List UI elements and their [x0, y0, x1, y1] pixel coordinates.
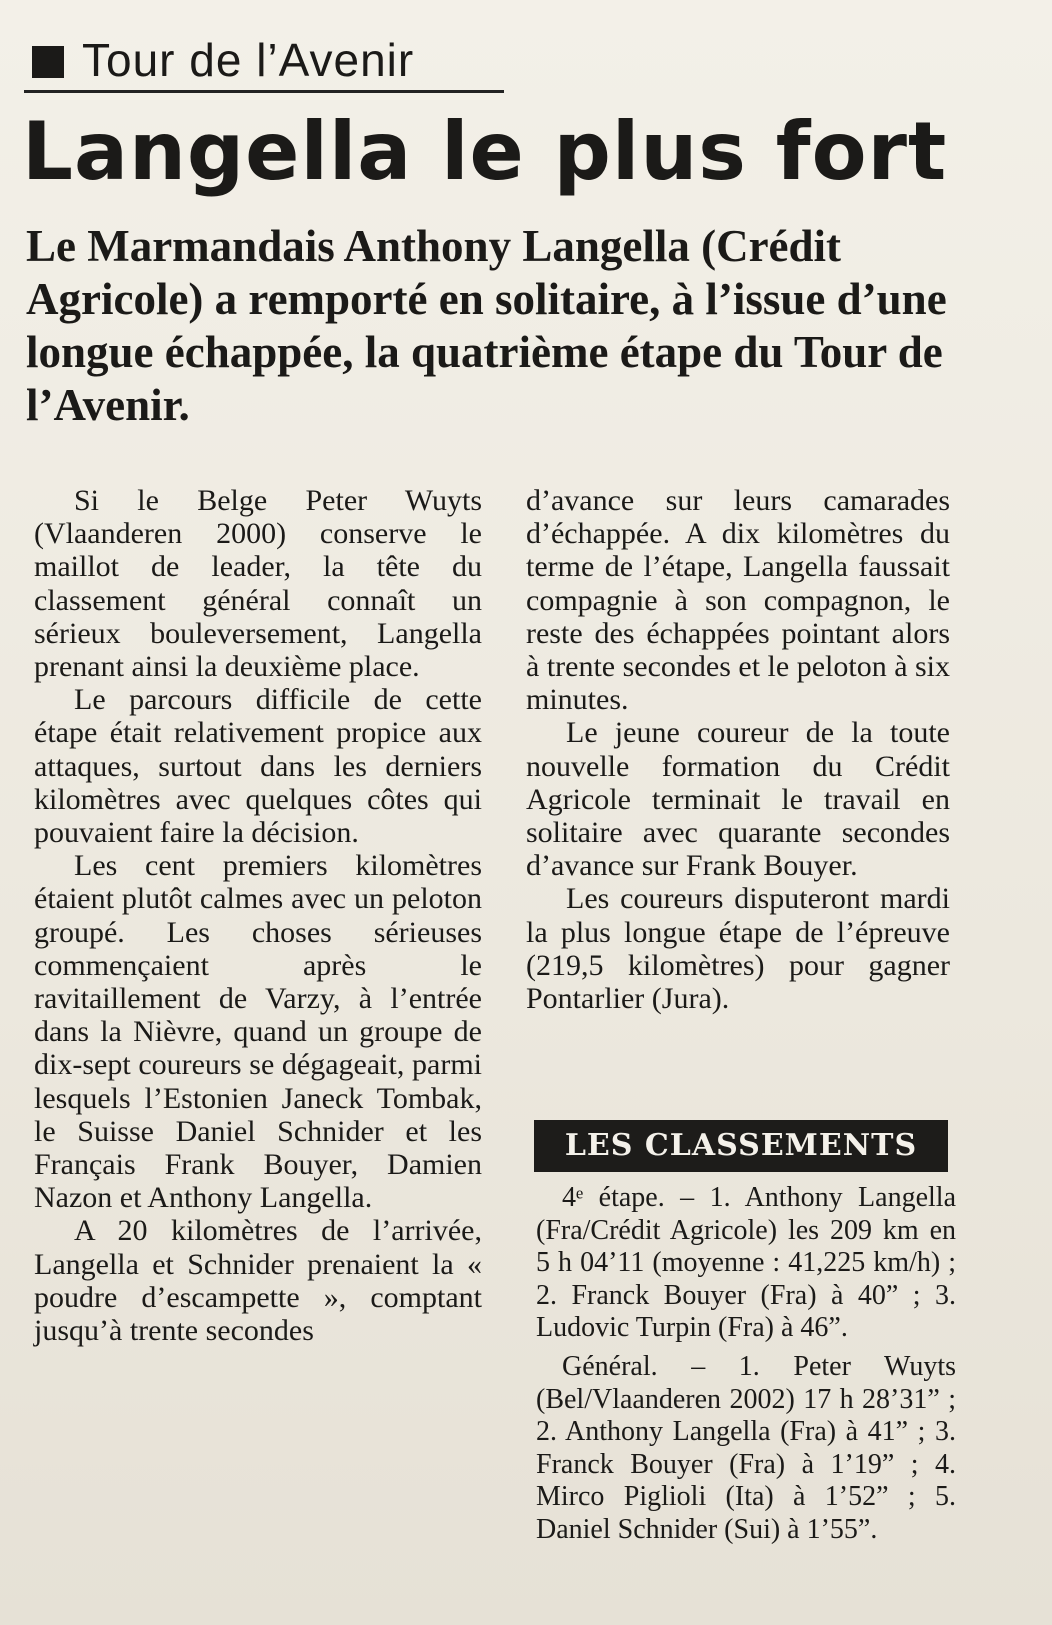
body-paragraph: Le jeune coureur de la toute nouvelle formation du Crédit Agricole terminait le travail en solitaire avec quarante secondes d’avance sur Frank Bouyer. — [526, 716, 950, 883]
body-column-right — [526, 484, 950, 1015]
body-paragraph: d’avance sur leurs camarades d’échappée. A dix kilomètres du terme de l’étape, Langella faussait compagnie à son compagnon, le reste des échappées pointant alors à trente secondes et le peloton à six minutes. — [526, 484, 951, 717]
section-kicker — [24, 28, 504, 93]
classements-results — [536, 1182, 956, 1553]
classements-title: LES CLASSEMENTS — [534, 1120, 948, 1172]
kicker-label: Tour de l’Avenir — [82, 34, 415, 86]
body-paragraph: Les coureurs disputeront mardi la plus longue étape de l’épreuve (219,5 kilomètres) pour gagner Pontarlier (Jura). — [526, 882, 950, 1016]
kicker-square-icon — [32, 46, 64, 78]
body-paragraph: A 20 kilomètres de l’arrivée, Langella et Schnider prenaient la « poudre d’escampette », comptant jusqu’à trente secondes — [34, 1214, 482, 1348]
headline: Langella le plus fort — [22, 105, 948, 198]
lead-paragraph: Le Marmandais Anthony Langella (Crédit Agricole) a remporté en solitaire, à l’issue d’une longue échappée, la quatrième étape du Tour de l’Avenir. — [26, 221, 947, 430]
body-paragraph: Le parcours difficile de cette étape était relativement propice aux attaques, surtout dans les derniers kilomètres avec quelques côtes qui pouvaient faire la décision. — [34, 683, 482, 850]
general-result: Général. – 1. Peter Wuyts (Bel/Vlaanderen 2002) 17 h 28’31” ; 2. Anthony Langella (Fra) à 41” ; 3. Franck Bouyer (Fra) à 1’19” ; 4. Mirco Piglioli (Ita) à 1’52” ; 5. Daniel Schnider (Sui) à 1’55”. — [536, 1350, 956, 1545]
body-column-left — [34, 484, 482, 1347]
body-paragraph: Les cent premiers kilomètres étaient plutôt calmes avec un peloton groupé. Les choses sérieuses commençaient après le ravitaillement de Varzy, à l’entrée dans la Nièvre, quand un groupe de dix-sept coureurs se dégageait, parmi lesquels l’Estonien Janeck Tombak, le Suisse Daniel Schnider et les Français Frank Bouyer, Damien Nazon et Anthony Langella. — [34, 849, 482, 1215]
stage-result: 4ᵉ étape. – 1. Anthony Langella (Fra/Crédit Agricole) les 209 km en 5 h 04’11 (moyenne : 41,225 km/h) ; 2. Franck Bouyer (Fra) à 40” ; 3. Ludovic Turpin (Fra) à 46”. — [536, 1182, 956, 1344]
body-paragraph: Si le Belge Peter Wuyts (Vlaanderen 2000) conserve le maillot de leader, la tête du classement général connaît un sérieux bouleversement, Langella prenant ainsi la deuxième place. — [34, 484, 482, 684]
